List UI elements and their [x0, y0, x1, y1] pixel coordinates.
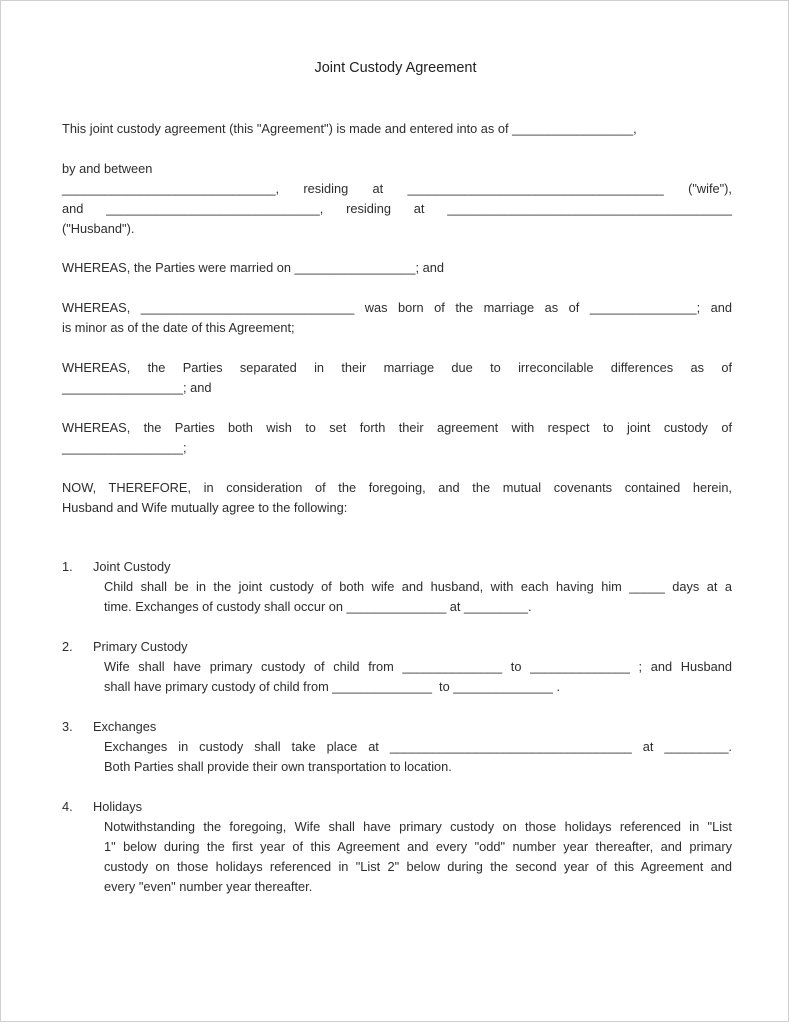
whereas-custody-line1: WHEREAS, the Parties both wish to set forth their agreement with respect to joint custody of	[62, 420, 732, 435]
section-heading: Joint Custody	[93, 559, 171, 574]
section-line: Notwithstanding the foregoing, Wife shall have primary custody on those holidays referenced in "List	[104, 819, 732, 834]
section-heading: Exchanges	[93, 719, 157, 734]
section-number: 4.	[62, 799, 73, 814]
section-line: time. Exchanges of custody shall occur on ______________ at _________.	[104, 599, 532, 614]
husband-label: ("Husband").	[62, 221, 135, 236]
section-line: Both Parties shall provide their own transportation to location.	[104, 759, 452, 774]
section-number: 2.	[62, 639, 73, 654]
section-heading: Holidays	[93, 799, 143, 814]
whereas-separated-line2: _________________; and	[62, 380, 212, 395]
party2-line: and ______________________________, residing at ________________________________________	[62, 201, 732, 216]
section-line: Exchanges in custody shall take place at __________________________________ at _________.	[104, 739, 732, 754]
party1-line: ______________________________, residing at ____________________________________ ("wife"),	[62, 181, 732, 196]
section-line: Wife shall have primary custody of child from ______________ to ______________ ; and Husband	[104, 659, 732, 674]
now-therefore-line2: Husband and Wife mutually agree to the following:	[62, 500, 348, 515]
section-heading: Primary Custody	[93, 639, 188, 654]
whereas-separated-line1: WHEREAS, the Parties separated in their marriage due to irreconcilable differences as of	[62, 360, 732, 375]
whereas-married: WHEREAS, the Parties were married on _________________; and	[62, 260, 445, 275]
document-title: Joint Custody Agreement	[314, 60, 477, 76]
section-line: custody on those holidays referenced in "List 2" below during the second year of this Agreement and	[104, 859, 732, 874]
whereas-custody-line2: _________________;	[62, 440, 187, 455]
now-therefore-line1: NOW, THEREFORE, in consideration of the foregoing, and the mutual covenants contained herein,	[62, 480, 732, 495]
whereas-born-line2: is minor as of the date of this Agreement;	[62, 320, 295, 335]
section-line: shall have primary custody of child from ______________ to ______________ .	[104, 679, 561, 694]
section-number: 3.	[62, 719, 73, 734]
section-line: every "even" number year thereafter.	[104, 879, 313, 894]
section-line: 1" below during the first year of this Agreement and every "odd" number year thereafter, and primary	[104, 839, 732, 854]
intro-text: This joint custody agreement (this "Agreement") is made and entered into as of _________________,	[62, 121, 637, 136]
section-number: 1.	[62, 559, 73, 574]
whereas-born-line1: WHEREAS, ______________________________ was born of the marriage as of _______________; and	[62, 300, 732, 315]
section-line: Child shall be in the joint custody of both wife and husband, with each having him _____ days at a	[104, 579, 732, 594]
by-and-between-text: by and between	[62, 161, 153, 176]
